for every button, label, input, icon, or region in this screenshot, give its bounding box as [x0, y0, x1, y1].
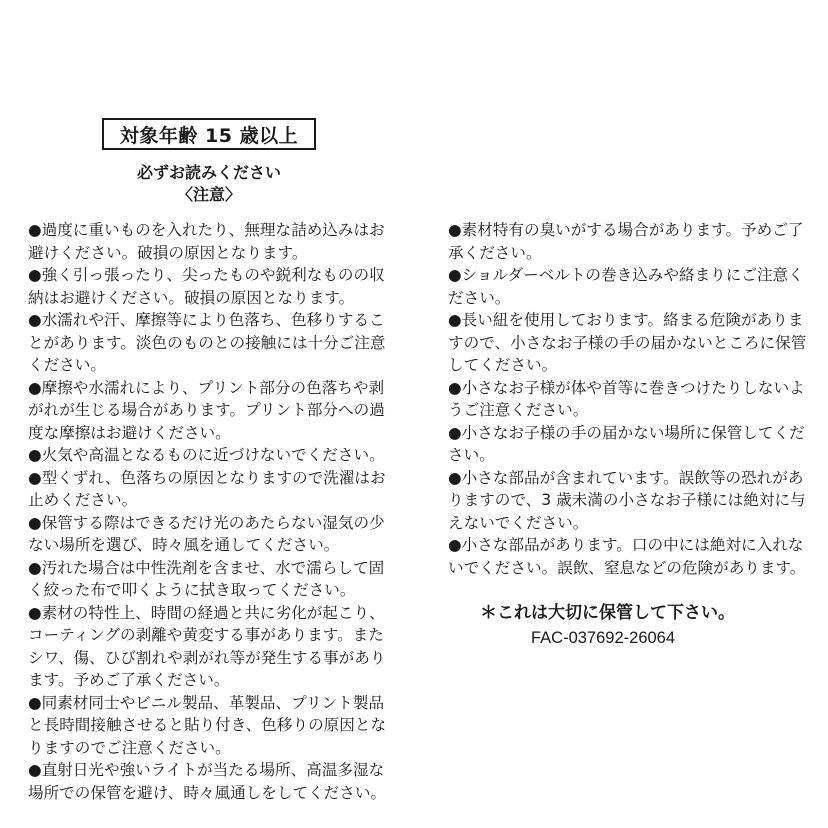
caution-item: ●直射日光や強いライトが当たる場所、高温多湿な場所での保管を避け、時々風通しをしてください。: [28, 761, 387, 802]
left-caution-list: [28, 219, 392, 804]
caution-item: ●過度に重いものを入れたり、無理な詰め込みはお避けください。破損の原因となります。: [28, 221, 385, 262]
age-notice-text: 対象年齢 15 歳以上: [119, 124, 299, 147]
caution-item: ●素材特有の臭いがする場合があります。予めご了承ください。: [448, 221, 804, 262]
caution-item: ●保管する際はできるだけ光のあたらない湿気の少ない場所を選び、時々風を通してください。: [28, 513, 385, 554]
age-notice-box: [102, 118, 316, 150]
caution-item: ●同素材同士やビニル製品、革製品、プリント製品と長時間接触させると貼り付き、色移りの原因となりますのでご注意ください。: [28, 693, 387, 757]
caution-heading: 〈注意〉: [176, 185, 241, 204]
caution-item: ●水濡れや汗、摩擦等により色落ち、色移りすることがあります。淡色のものとの接触には十分ご注意ください。: [28, 311, 386, 374]
caution-item: ●摩擦や水濡れにより、プリント部分の色落ちや剥がれが生じる場合があります。プリント部分への過度な摩擦はお避けください。: [28, 378, 385, 442]
keep-note: ＊これは大切に保管して下さい。: [480, 603, 735, 623]
caution-item: ●小さなお子様が体や首等に巻きつけたりしないようご注意ください。: [448, 378, 805, 419]
caution-item: ●型くずれ、色落ちの原因となりますので洗濯はお止めください。: [28, 468, 386, 509]
caution-item: ●火気や高温となるものに近づけないでください。: [28, 446, 385, 464]
caution-item: ●長い紐を使用しております。絡まる危険がありますので、小さなお子様の手の届かないところに保管してください。: [448, 311, 807, 374]
product-code: FAC-037692-26064: [531, 629, 676, 647]
caution-item: ●ショルダーベルトの巻き込みや絡まりにご注意ください。: [448, 266, 804, 307]
right-caution-list: [448, 219, 808, 579]
caution-item: ●小さな部品があります。口の中には絶対に入れないでください。誤飲、窒息などの危険があります。: [448, 536, 806, 577]
caution-item: ●素材の特性上、時間の経過と共に劣化が起こり、コーティングの剥離や黄変する事があります。またシワ、傷、ひび割れや剥がれ等が発生する事があります。予めご了承ください。: [28, 603, 386, 689]
caution-item: ●小さなお子様の手の届かない場所に保管してください。: [448, 423, 805, 464]
caution-item: ●汚れた場合は中性洗剤を含ませ、水で濡らして固く絞った布で叩くように拭き取ってください。: [28, 558, 385, 599]
must-read-heading: 必ずお読みください: [136, 163, 281, 182]
caution-item: ●強く引っ張ったり、尖ったものや鋭利なものの収納はお避けください。破損の原因となります。: [28, 266, 385, 307]
caution-item: ●小さな部品が含まれています。誤飲等の恐れがありますので、3 歳未満の小さなお子様には絶対に与えないでください。: [448, 468, 806, 532]
